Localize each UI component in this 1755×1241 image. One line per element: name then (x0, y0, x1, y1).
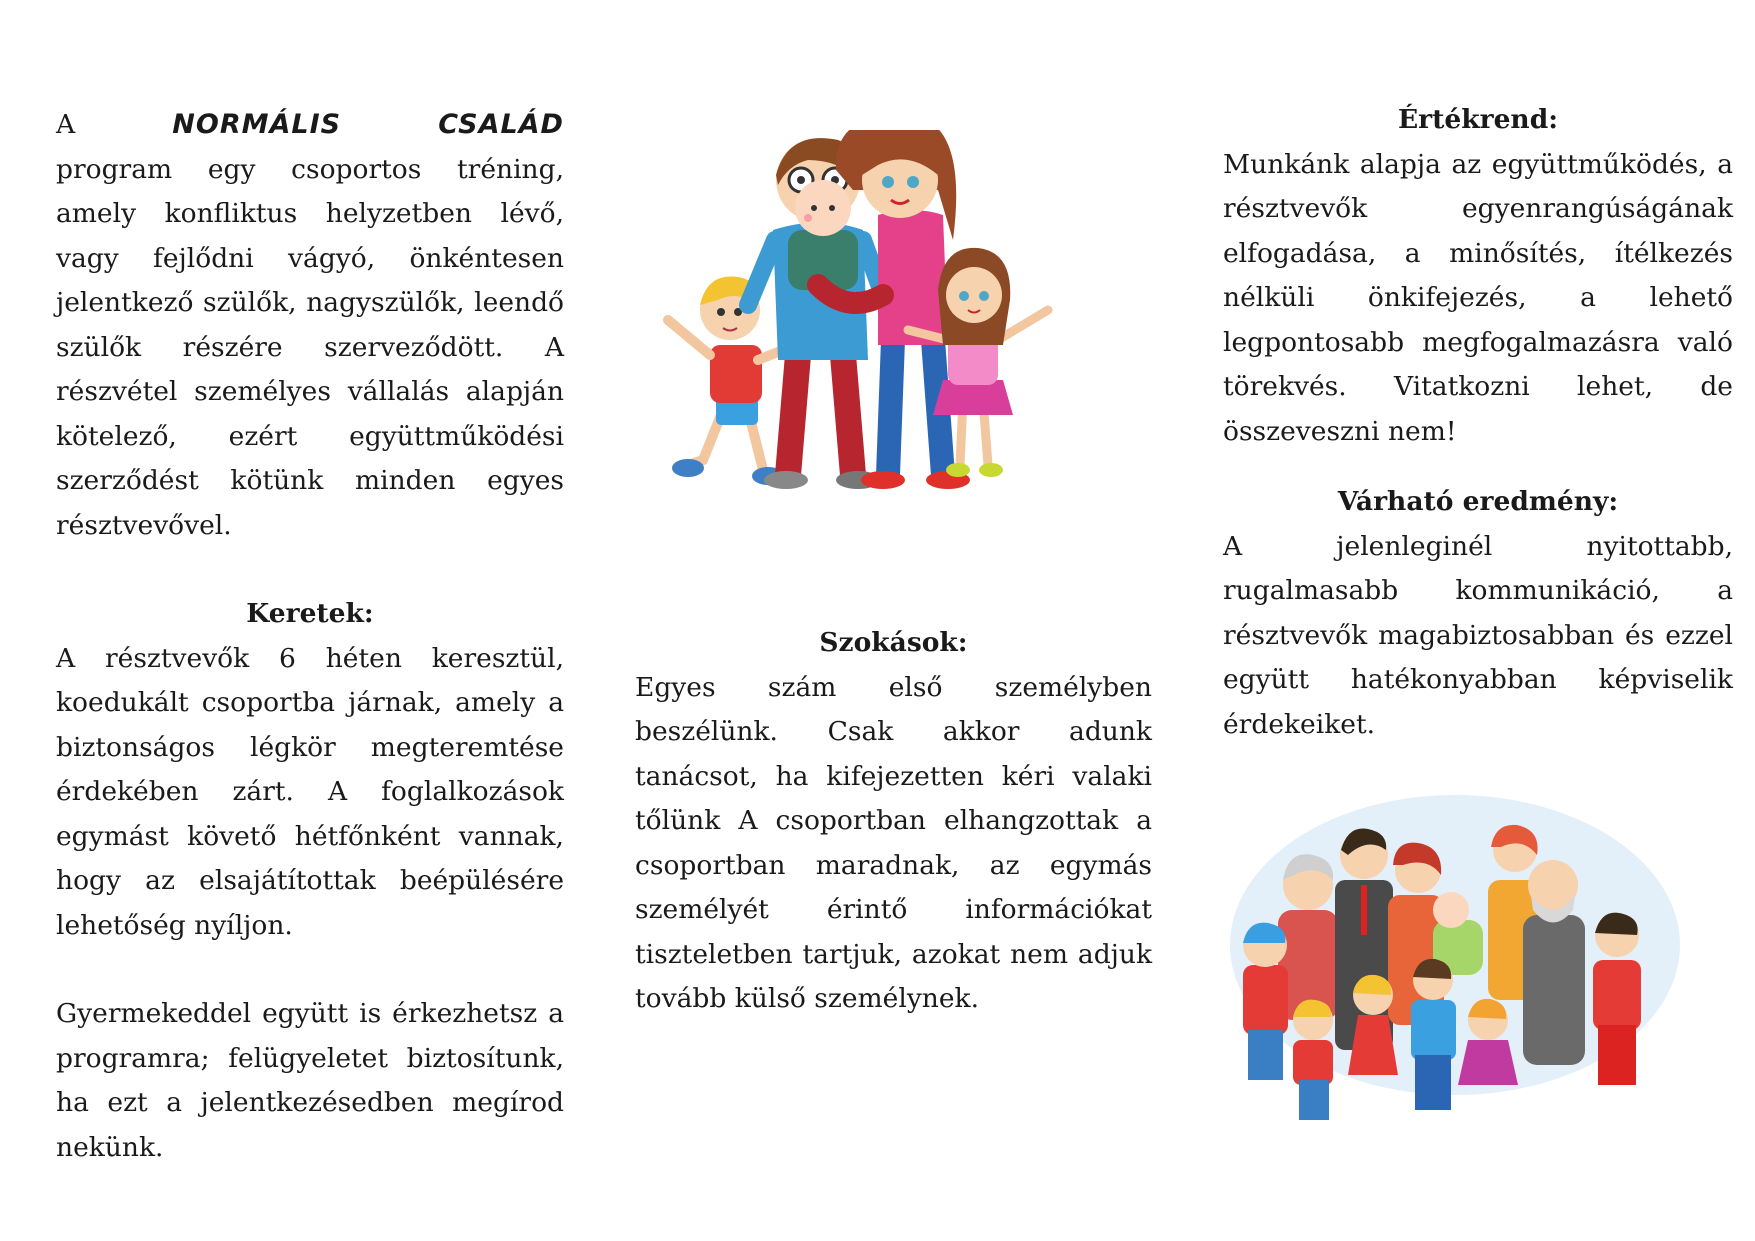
right-column (1223, 98, 1733, 747)
child-care-paragraph: Gyermekeddel együtt is érkezhetsz a programra; felügyeletet biztosítunk, ha ezt a jelentkezésedben megírod nekünk. (56, 998, 564, 1163)
kid-figure-4 (1411, 959, 1456, 1110)
left-column (56, 103, 564, 1170)
intro-paragraph: program egy csoportos tréning, amely konfliktus helyzetben lévő, vagy fejlődni vágyó, önkéntesen jelentkező szülők, nagyszülők, leendő szülők részére szerveződött. A részvétel személyes vállalás alapján kötelező, ezért együttműködési szerződést kötünk minden egyes résztvevővel. (56, 153, 564, 541)
szokasok-heading: Szokások: (819, 627, 968, 658)
szokasok-paragraph: Egyes szám első személyben beszélünk. Csak akkor adunk tanácsot, ha kifejezetten kéri valaki tőlünk A csoportban elhangzottak a csoportban maradnak, az egymás személyét érintő információkat tiszteletben tartjuk, azokat nem adjuk tovább külső személynek. (635, 671, 1152, 1014)
boy-figure (668, 277, 784, 485)
brand-word-normalis: NORMÁLIS (172, 109, 342, 140)
ertekrend-heading: Értékrend: (1397, 104, 1559, 135)
ertekrend-paragraph: Munkánk alapja az együttműködés, a résztvevők egyenrangúságának elfogadása, a minősítés, ítélkezés nélküli önkifejezés, a lehető legpontosabb megfogalmazásra való törekvés. Vitatkozni lehet, de összeveszni nem! (1223, 148, 1733, 447)
keretek-heading: Keretek: (246, 598, 374, 629)
grandpa-figure (1523, 860, 1585, 1065)
eredmeny-paragraph: A jelenleginél nyitottabb, rugalmasabb kommunikáció, a résztvevők magabiztosabban és ezzel együtt hatékonyabban képviselik érdekeiket. (1223, 530, 1733, 740)
kid-figure-2 (1293, 1000, 1333, 1120)
extended-family-illustration (1223, 785, 1688, 1150)
family-illustration (638, 130, 1128, 495)
eredmeny-heading: Várható eredmény: (1337, 486, 1619, 517)
keretek-paragraph: A résztvevők 6 héten keresztül, koedukált csoportba járnak, amely a biztonságos légkör megteremtése érdekében zárt. A foglalkozások egymást követő hétfőnként vannak, hogy az elsajátítottak beépülésére lehetőség nyíljon. (56, 642, 564, 941)
intro-first-line (56, 103, 564, 148)
middle-column (635, 621, 1152, 1022)
kid-figure-6 (1593, 913, 1641, 1085)
brand-word-csalad: CSALÁD (438, 109, 564, 140)
intro-article: A (56, 109, 76, 140)
kid-figure-1 (1243, 923, 1288, 1080)
